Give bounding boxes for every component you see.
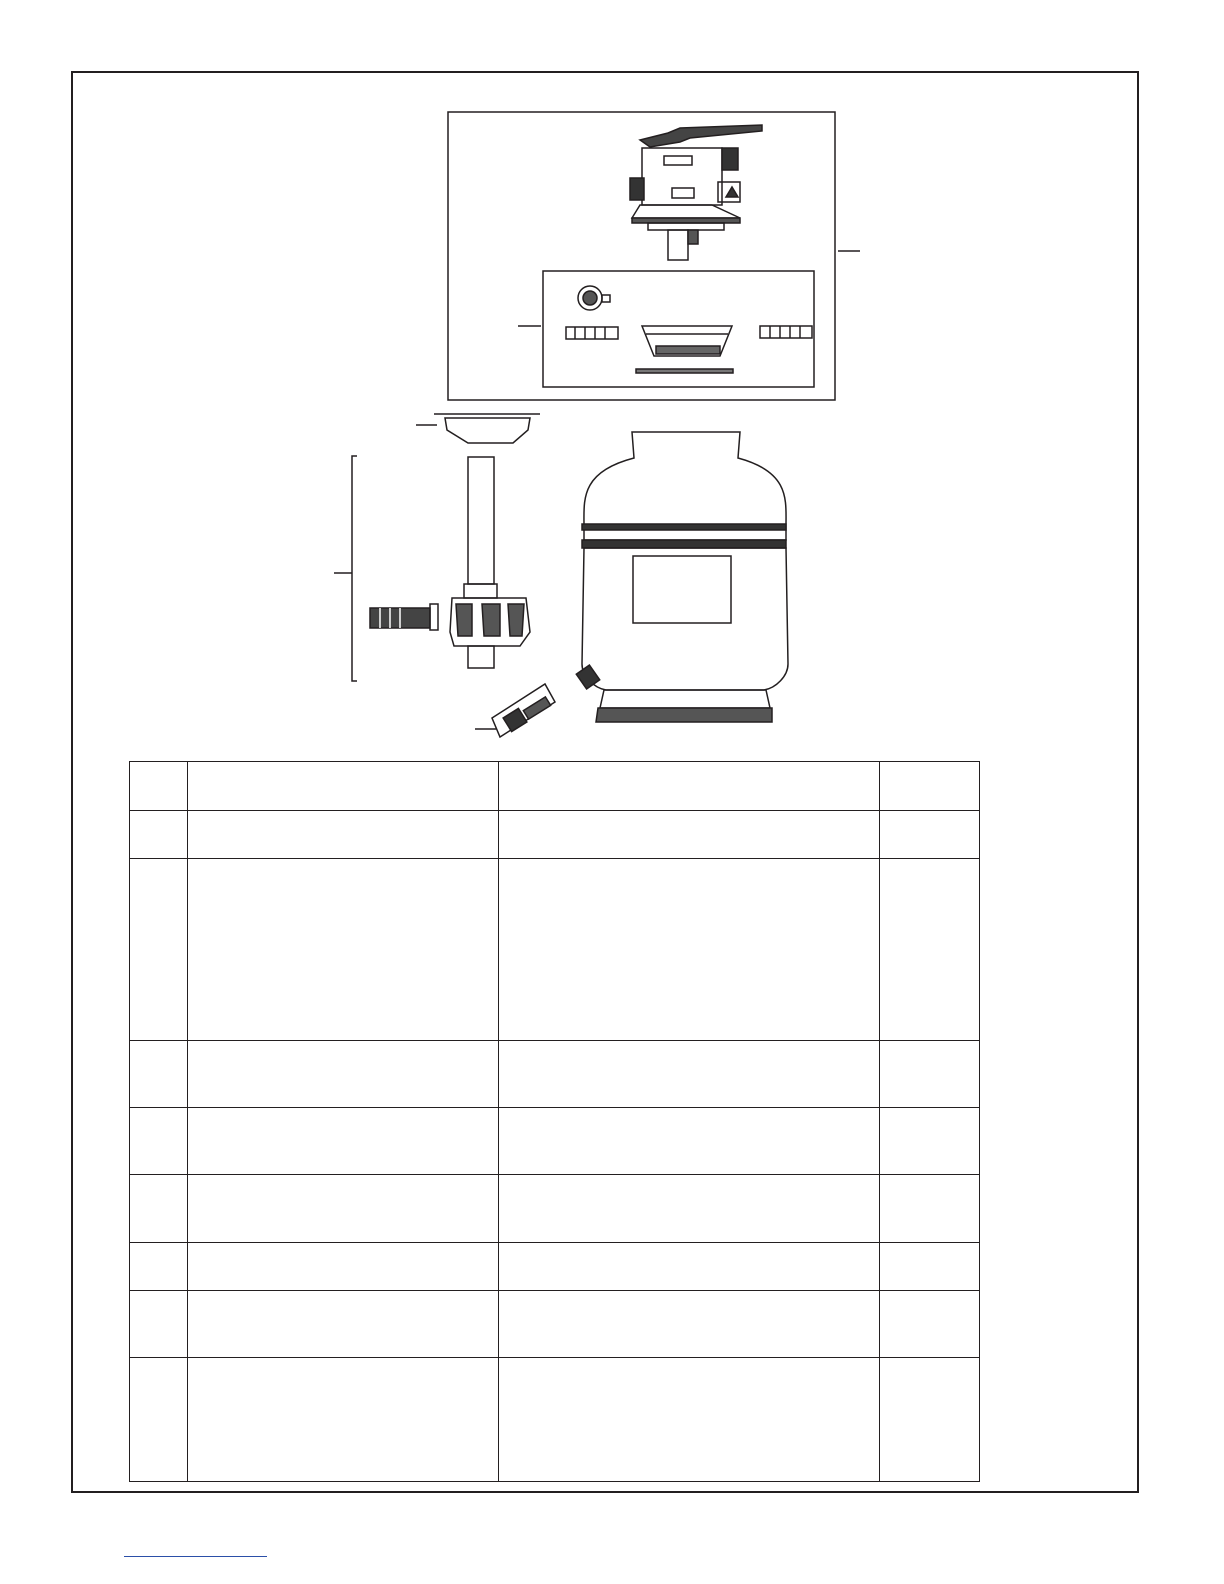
table-cell [880,1175,980,1243]
sand-filter-tank [576,432,788,722]
table-row [130,1175,980,1243]
table-cell [880,1041,980,1108]
drain-plug [475,684,555,737]
multiport-valve [630,125,762,260]
table-cell [130,762,188,811]
table-cell [880,762,980,811]
table-cell [499,1175,880,1243]
table-row [130,811,980,859]
table-cell [880,1291,980,1358]
table-cell [188,1243,499,1291]
table-row [130,859,980,1041]
table-cell [499,1358,880,1482]
table-cell [188,762,499,811]
table-row [130,1291,980,1358]
table-cell [188,1175,499,1243]
table-cell [130,1243,188,1291]
table-cell [499,1108,880,1175]
table-cell [499,859,880,1041]
table-cell [880,1243,980,1291]
table-cell [499,1041,880,1108]
table-cell [188,1041,499,1108]
table-cell [188,1108,499,1175]
table-cell [130,811,188,859]
table-header-row [130,762,980,811]
top-diffuser [416,414,540,443]
table-row [130,1243,980,1291]
accessory-kit-parts [566,286,812,373]
table-cell [130,1041,188,1108]
table-cell [880,1358,980,1482]
table-cell [130,1291,188,1358]
table-cell [130,1108,188,1175]
table-cell [880,811,980,859]
parts-list-table [129,761,980,1482]
table-cell [188,811,499,859]
table-cell [499,1291,880,1358]
table-row [130,1108,980,1175]
table-cell [130,1175,188,1243]
table-cell [499,1243,880,1291]
table-cell [188,859,499,1041]
lateral-assembly [334,456,530,681]
table-cell [188,1291,499,1358]
exploded-parts-diagram [0,0,1224,760]
table-row [130,1358,980,1482]
footer-link-underline [124,1556,267,1557]
table-cell [499,811,880,859]
table-row [130,1041,980,1108]
table-cell [188,1358,499,1482]
table-cell [130,859,188,1041]
table-cell [880,859,980,1041]
table-cell [130,1358,188,1482]
table-cell [499,762,880,811]
table-cell [880,1108,980,1175]
